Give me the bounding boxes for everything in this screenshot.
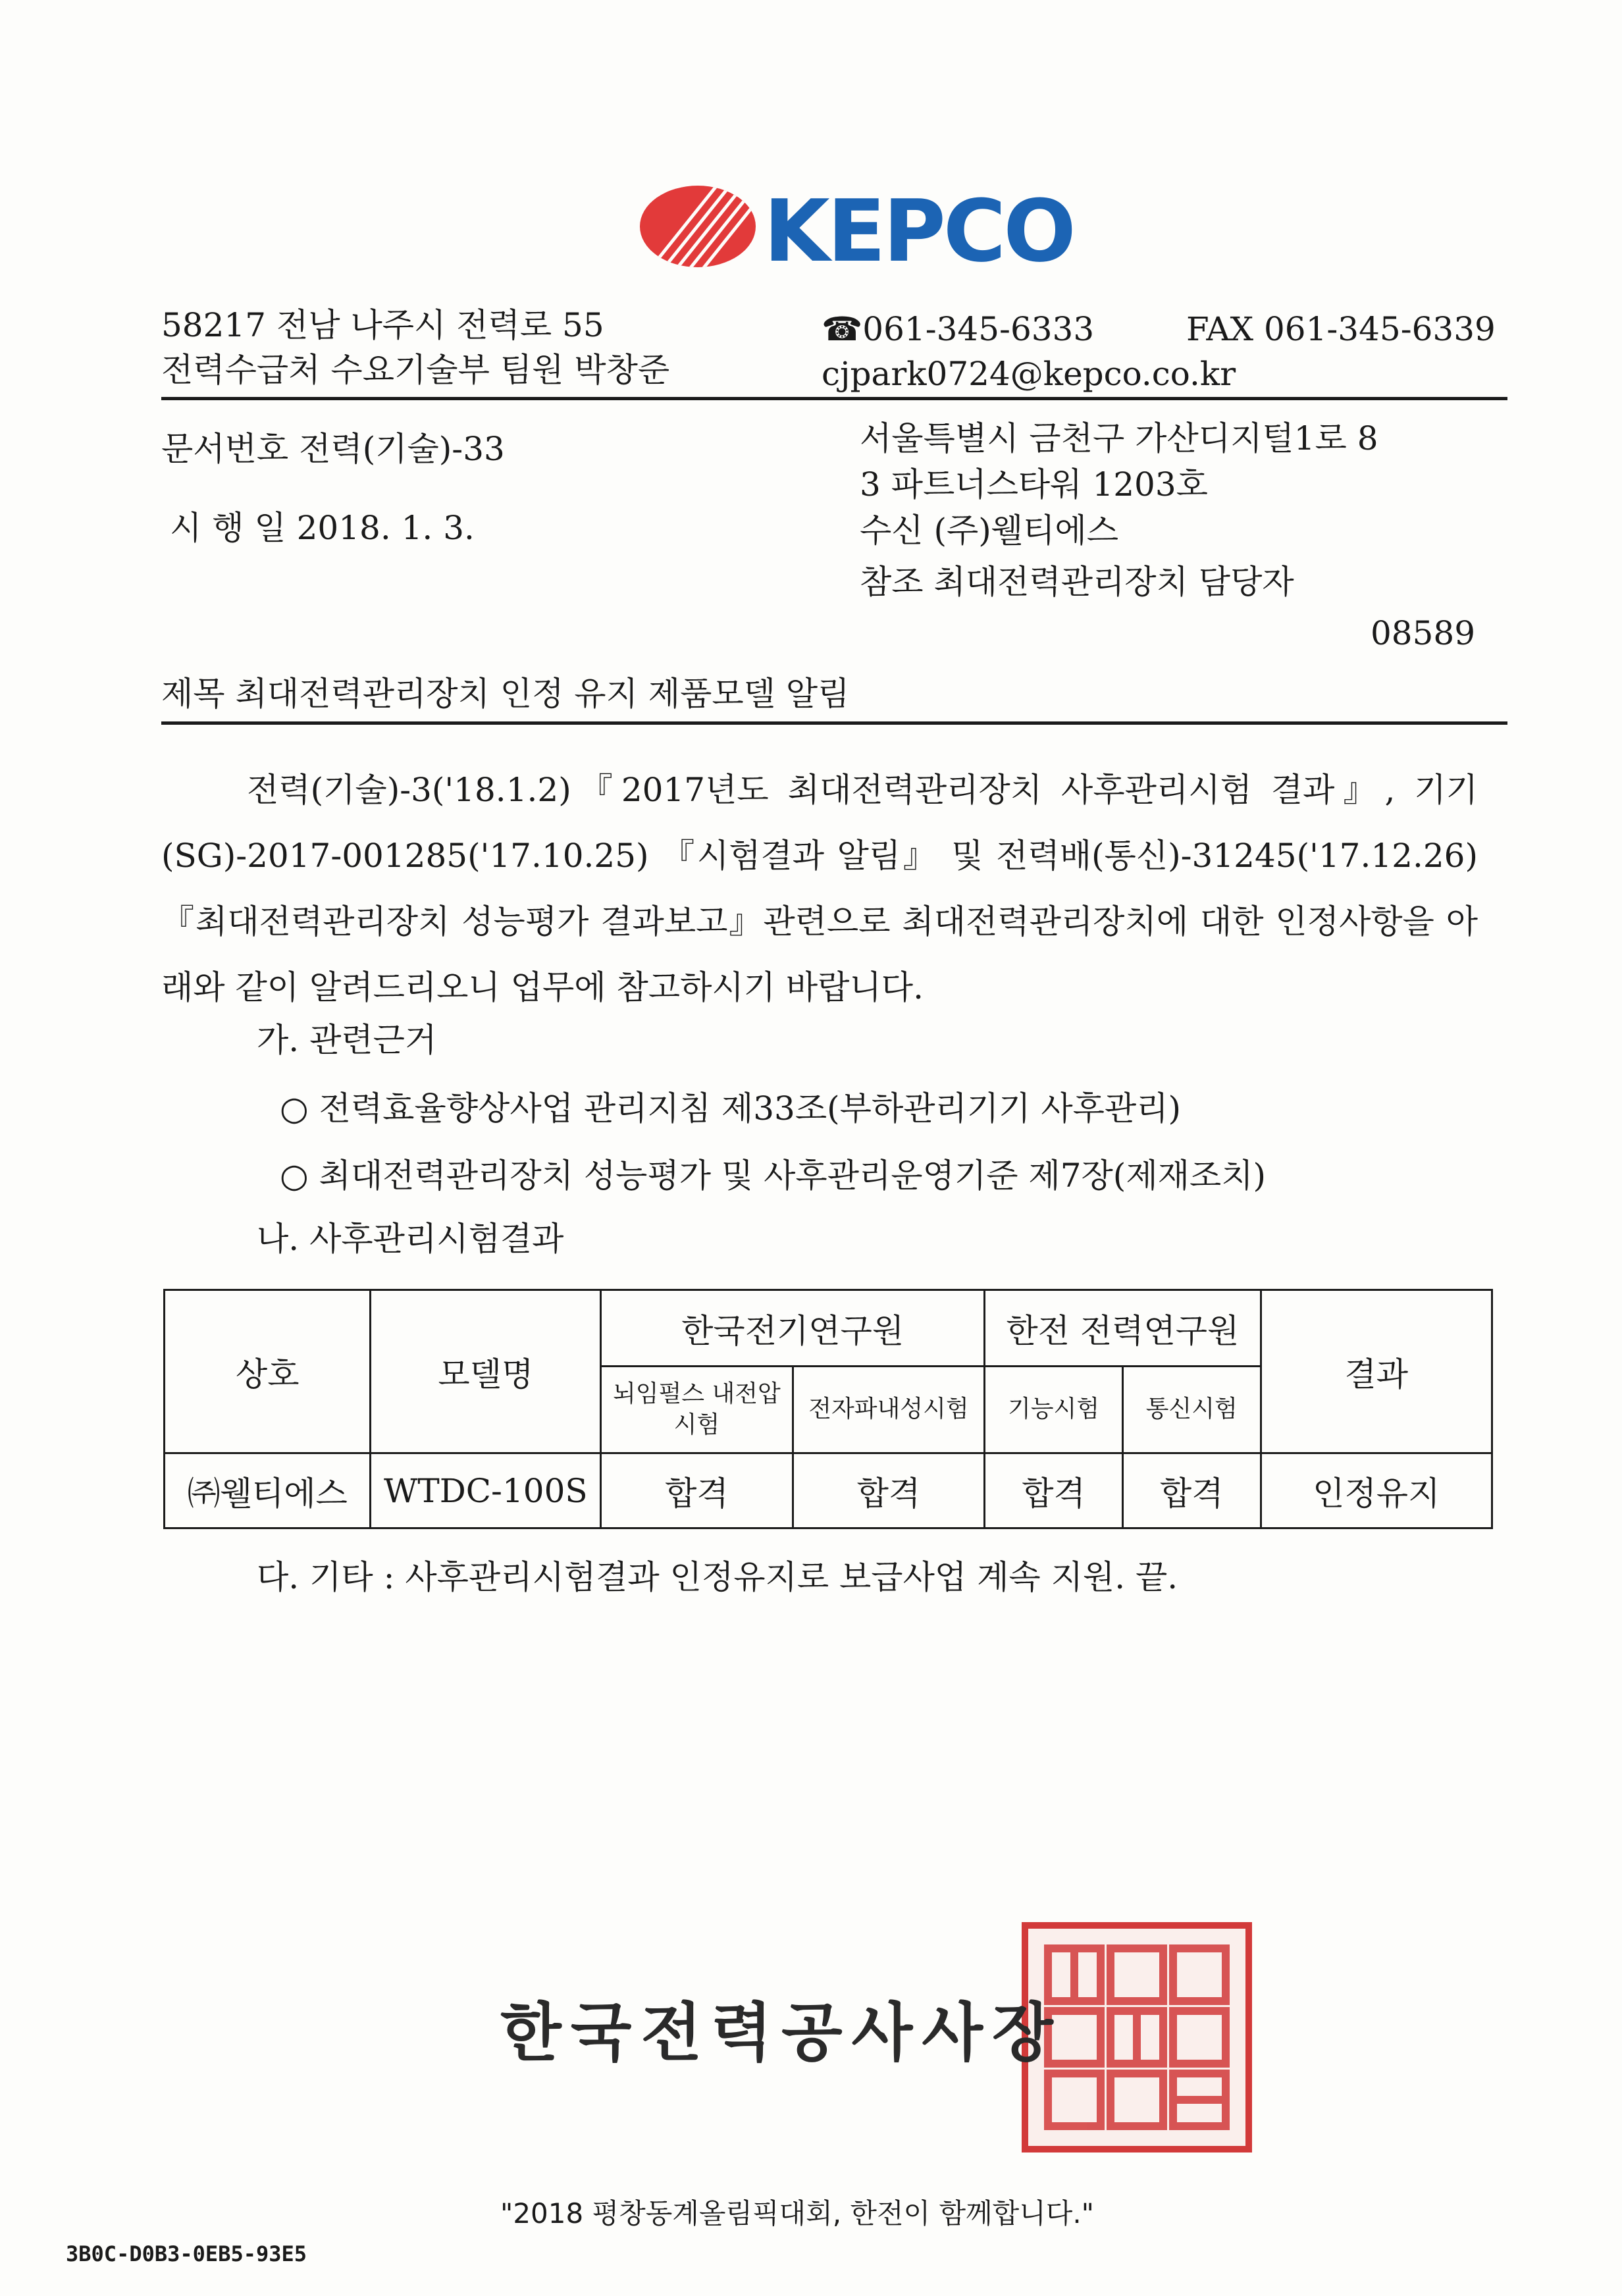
subject-line: 제목 최대전력관리장치 인정 유지 제품모델 알림 — [161, 675, 850, 713]
header-result: 결과 — [1261, 1290, 1492, 1453]
issue-date: 시 행 일 2018. 1. 3. — [170, 509, 475, 547]
subject-divider — [161, 721, 1507, 725]
header-function-test: 기능시험 — [985, 1367, 1123, 1453]
sender-email[interactable]: cjpark0724@kepco.co.kr — [822, 355, 1236, 393]
header-keri: 한국전기연구원 — [601, 1290, 985, 1367]
section-basis-heading: 가. 관련근거 — [257, 1021, 437, 1059]
header-kepri: 한전 전력연구원 — [985, 1290, 1261, 1367]
table-row — [165, 1453, 1492, 1528]
results-table — [163, 1289, 1493, 1529]
header-emc-test: 전자파내성시험 — [793, 1367, 985, 1453]
kepco-logo-text: KEPCO — [764, 181, 1074, 281]
cell-model: WTDC-100S — [371, 1453, 601, 1528]
section-results-heading: 나. 사후관리시험결과 — [257, 1220, 564, 1258]
header-comm-test: 통신시험 — [1122, 1367, 1261, 1453]
recipient-postcode: 08589 — [1371, 614, 1476, 652]
document-number: 문서번호 전력(기술)-33 — [161, 430, 505, 468]
cell-emc: 합격 — [793, 1453, 985, 1528]
basis-item-2: ○ 최대전력관리장치 성능평가 및 사후관리운영기준 제7장(제재조치) — [280, 1157, 1267, 1195]
basis-item-1: ○ 전력효율향상사업 관리지침 제33조(부하관리기기 사후관리) — [280, 1089, 1182, 1128]
cell-company: ㈜웰티에스 — [165, 1453, 371, 1528]
recipient-address-line2: 3 파트너스타워 1203호 — [860, 465, 1208, 504]
header-company: 상호 — [165, 1290, 371, 1453]
sender-department: 전력수급처 수요기술부 팀원 박창준 — [161, 351, 670, 389]
recipient-reference: 참조 최대전력관리장치 담당자 — [860, 563, 1294, 601]
sender-fax: FAX 061-345-6339 — [1186, 310, 1496, 348]
section-other: 다. 기타 : 사후관리시험결과 인정유지로 보급사업 계속 지원. 끝. — [257, 1558, 1178, 1596]
body-paragraph: 전력(기술)-3('18.1.2)『2017년도 최대전력관리장치 사후관리시험 결과』, 기기(SG)-2017-001285('17.10.25) 『시험결과 알림』 및 전력배(통신)-31245('17.12.26) 『최대전력관리장치 성능평가 결과보고』관련으로 최대전력관리장치에 대한 인정사항을 아래와 같이 알려드리오니 업무에 참고하시기 바랍니다. — [161, 771, 1478, 1006]
cell-impulse: 합격 — [601, 1453, 793, 1528]
header-impulse-test: 뇌임펄스 내전압시험 — [601, 1367, 793, 1453]
cell-result: 인정유지 — [1261, 1453, 1492, 1528]
sender-address: 58217 전남 나주시 전력로 55 — [161, 306, 604, 344]
recipient-address-line1: 서울특별시 금천구 가산디지털1로 8 — [860, 419, 1378, 457]
footer-slogan: "2018 평창동계올림픽대회, 한전이 함께합니다." — [500, 2197, 1095, 2230]
document-id: 3B0C-D0B3-0EB5-93E5 — [66, 2241, 307, 2266]
recipient-name: 수신 (주)웰티에스 — [860, 511, 1119, 550]
sender-phone: ☎061-345-6333 — [822, 310, 1095, 348]
cell-function: 합격 — [985, 1453, 1123, 1528]
cell-comm: 합격 — [1122, 1453, 1261, 1528]
header-model: 모델명 — [371, 1290, 601, 1453]
issuer-name: 한국전력공사사장 — [500, 1995, 1062, 2070]
header-divider — [161, 397, 1507, 400]
